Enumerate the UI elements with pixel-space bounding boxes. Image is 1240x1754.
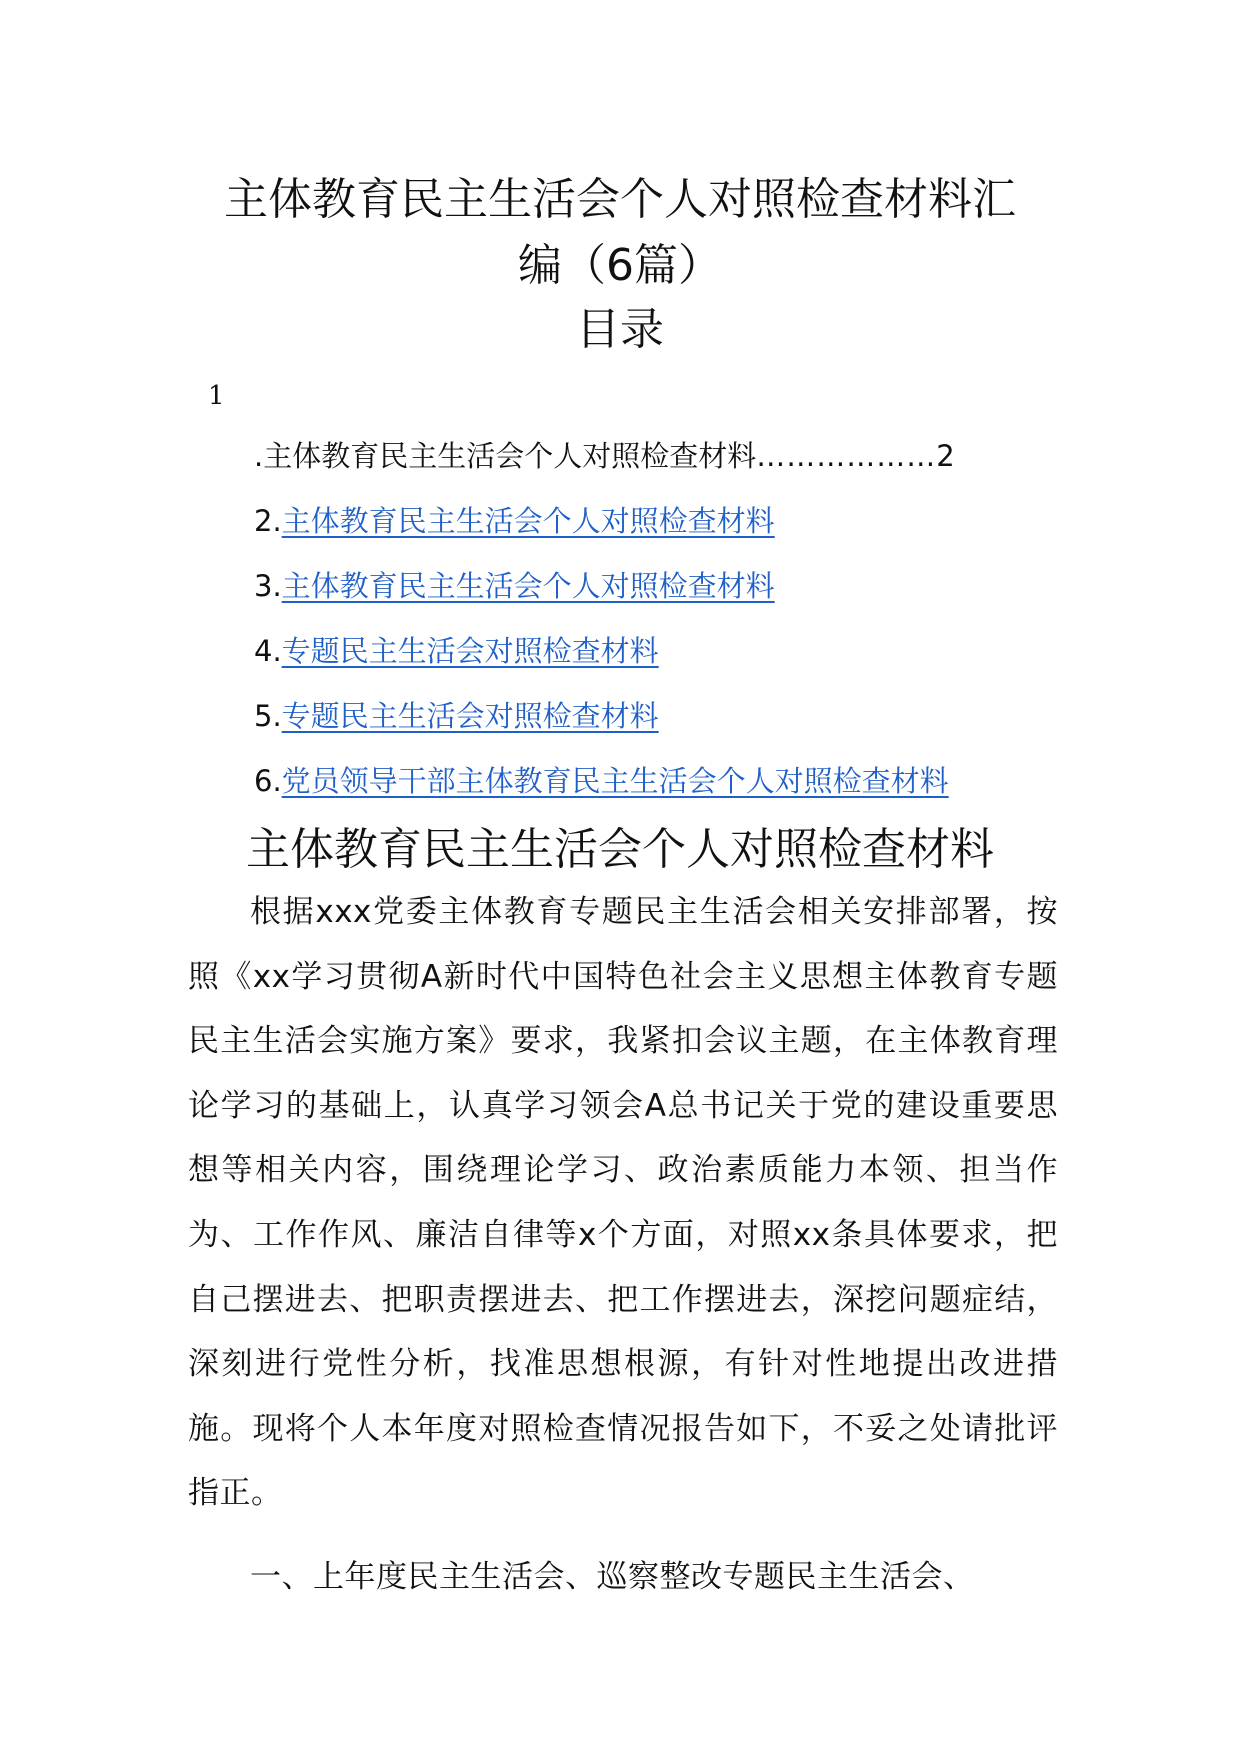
toc-item-4 [254, 631, 1074, 696]
toc-item-prefix: . [254, 439, 264, 473]
toc-leader-dots: ……………… [756, 439, 937, 473]
toc-item-prefix: 2. [254, 504, 282, 538]
body-paragraph-intro: 根据xxx党委主体教育专题民主生活会相关安排部署，按照《xx学习贯彻A新时代中国特色社会主义思想主体教育专题民主生活会实施方案》要求，我紧扣会议主题，在主体教育理论学习的基础上，认真学习领会A总书记关于党的建设重要思想等相关内容，围绕理论学习、政治素质能力本领、担当作为、工作作风、廉洁自律等x个方面，对照xx条具体要求，把自己摆进去、把职责摆进去、把工作摆进去，深挖问题症结，深刻进行党性分析，找准思想根源，有针对性地提出改进措施。现将个人本年度对照检查情况报告如下，不妥之处请批评指正。 [188, 894, 1058, 1512]
table-of-contents [254, 436, 1074, 826]
toc-item-link[interactable]: 党员领导干部主体教育民主生活会个人对照检查材料 [281, 764, 949, 798]
toc-first-item-number: 1 [208, 381, 225, 411]
toc-item-link[interactable]: 专题民主生活会对照检查材料 [281, 699, 659, 733]
toc-item-link[interactable]: 主体教育民主生活会个人对照检查材料 [281, 504, 775, 538]
section-title: 主体教育民主生活会个人对照检查材料 [246, 824, 994, 875]
toc-heading: 目录 [576, 304, 664, 355]
toc-item-prefix: 3. [254, 569, 282, 603]
toc-item-6 [254, 761, 1074, 826]
document-title-line-2: 编（6篇） [518, 240, 722, 291]
toc-item-2 [254, 501, 1074, 566]
toc-item-5 [254, 696, 1074, 761]
toc-item-prefix: 4. [254, 634, 282, 668]
toc-page-number: 2 [936, 439, 955, 473]
document-title-line-1: 主体教育民主生活会个人对照检查材料汇 [224, 174, 1016, 225]
toc-item-link[interactable]: 专题民主生活会对照检查材料 [281, 634, 659, 668]
toc-item-prefix: 6. [254, 764, 282, 798]
toc-item-text: 主体教育民主生活会个人对照检查材料 [263, 439, 757, 473]
toc-item-link[interactable]: 主体教育民主生活会个人对照检查材料 [281, 569, 775, 603]
toc-item-prefix: 5. [254, 699, 282, 733]
body-paragraph-heading-1: 一、上年度民主生活会、巡察整改专题民主生活会、 [250, 1559, 975, 1595]
toc-item-3 [254, 566, 1074, 631]
toc-item-1[interactable] [254, 436, 1074, 501]
